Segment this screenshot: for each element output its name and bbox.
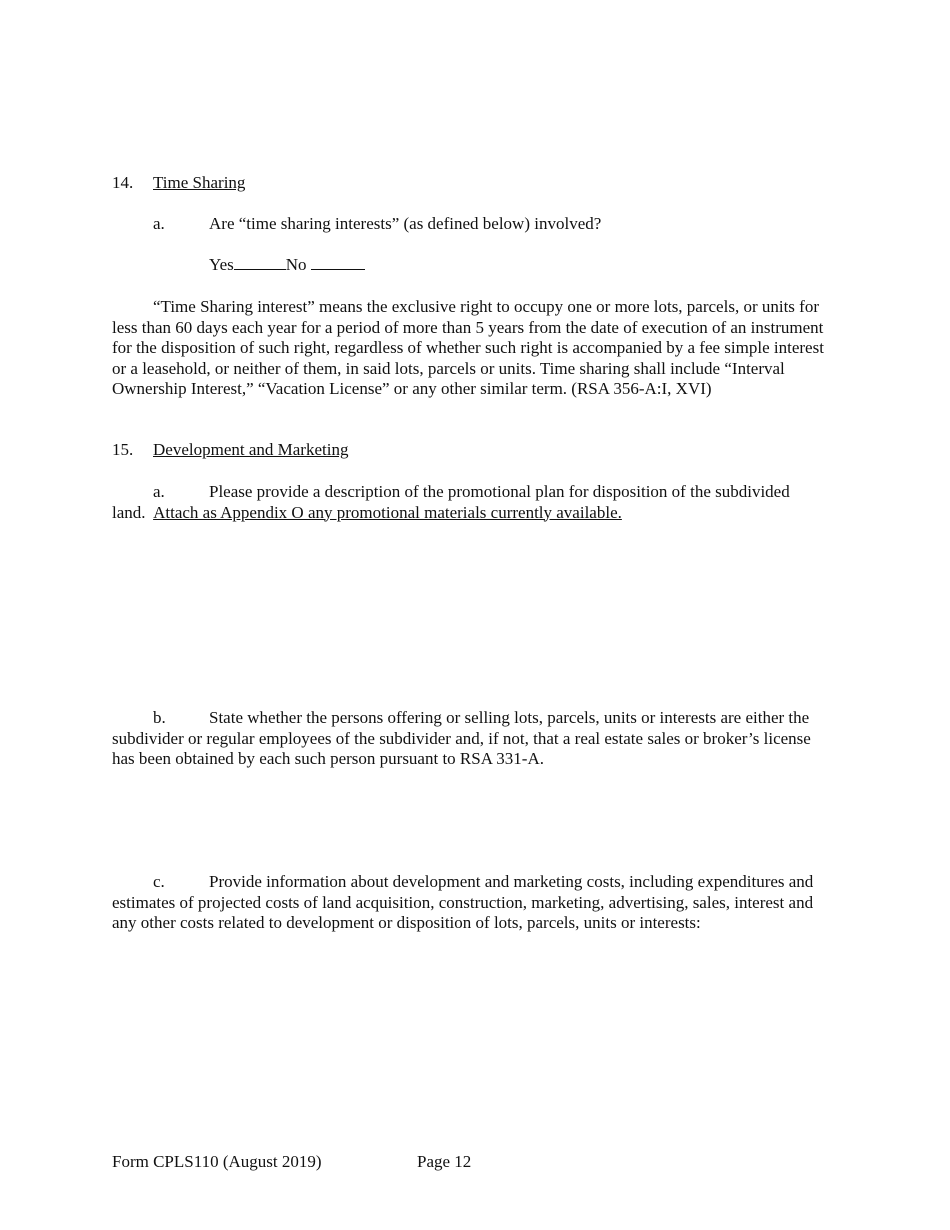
section-15-number: 15.: [112, 440, 134, 459]
no-label: No: [285, 255, 307, 274]
costs-text: Provide information about development and marketing costs, including expenditures and estimates of projected costs of land acquisition, construction, marketing, advertising, sales, interest and any other costs related to development or disposition of lots, parcels, units or interests:: [112, 872, 814, 932]
yes-label: Yes: [209, 255, 234, 274]
time-sharing-question: Are “time sharing interests” (as defined below) involved?: [209, 214, 602, 233]
time-sharing-definition: [112, 297, 828, 400]
item-letter: a.: [153, 482, 165, 501]
promotional-plan-text: Please provide a description of the promotional plan for disposition of the subdivided land.: [112, 482, 790, 522]
item-letter: b.: [153, 708, 166, 727]
section-15-title: Development and Marketing: [153, 440, 349, 459]
yes-no-answer: [209, 255, 365, 275]
footer-form-label: Form CPLS110 (August 2019): [112, 1152, 322, 1171]
no-blank[interactable]: [311, 255, 365, 270]
sellers-license-text: State whether the persons offering or selling lots, parcels, units or interests are either the subdivider or regular employees of the subdivider and, if not, that a real estate sales or broker’s license has been obtained by each such person pursuant to RSA 331-A.: [112, 708, 811, 768]
section-15-item-b: [112, 708, 828, 770]
section-14-title: Time Sharing: [153, 173, 246, 192]
section-15-item-c: [112, 872, 828, 934]
section-15-heading: [112, 440, 348, 460]
section-15-item-a: [112, 482, 828, 523]
section-14-heading: [112, 173, 245, 193]
section-14-item-a: [153, 214, 601, 234]
item-letter: c.: [153, 872, 165, 891]
yes-blank[interactable]: [234, 255, 286, 270]
item-letter: a.: [153, 214, 165, 233]
definition-text: “Time Sharing interest” means the exclusive right to occupy one or more lots, parcels, or units for less than 60 days each year for a period of more than 5 years from the date of execution of an instrument for the disposition of such right, regardless of whether such right is accompanied by a fee simple interest or a leasehold, or neither of them, in said lots, parcels or units. Time sharing shall include “Interval Ownership Interest,” “Vacation License” or any other similar term. (RSA 356-A:I, XVI): [112, 297, 824, 398]
section-14-number: 14.: [112, 173, 134, 192]
footer-page-number: Page 12: [417, 1152, 472, 1171]
appendix-o-instruction: Attach as Appendix O any promotional materials currently available.: [153, 502, 622, 522]
